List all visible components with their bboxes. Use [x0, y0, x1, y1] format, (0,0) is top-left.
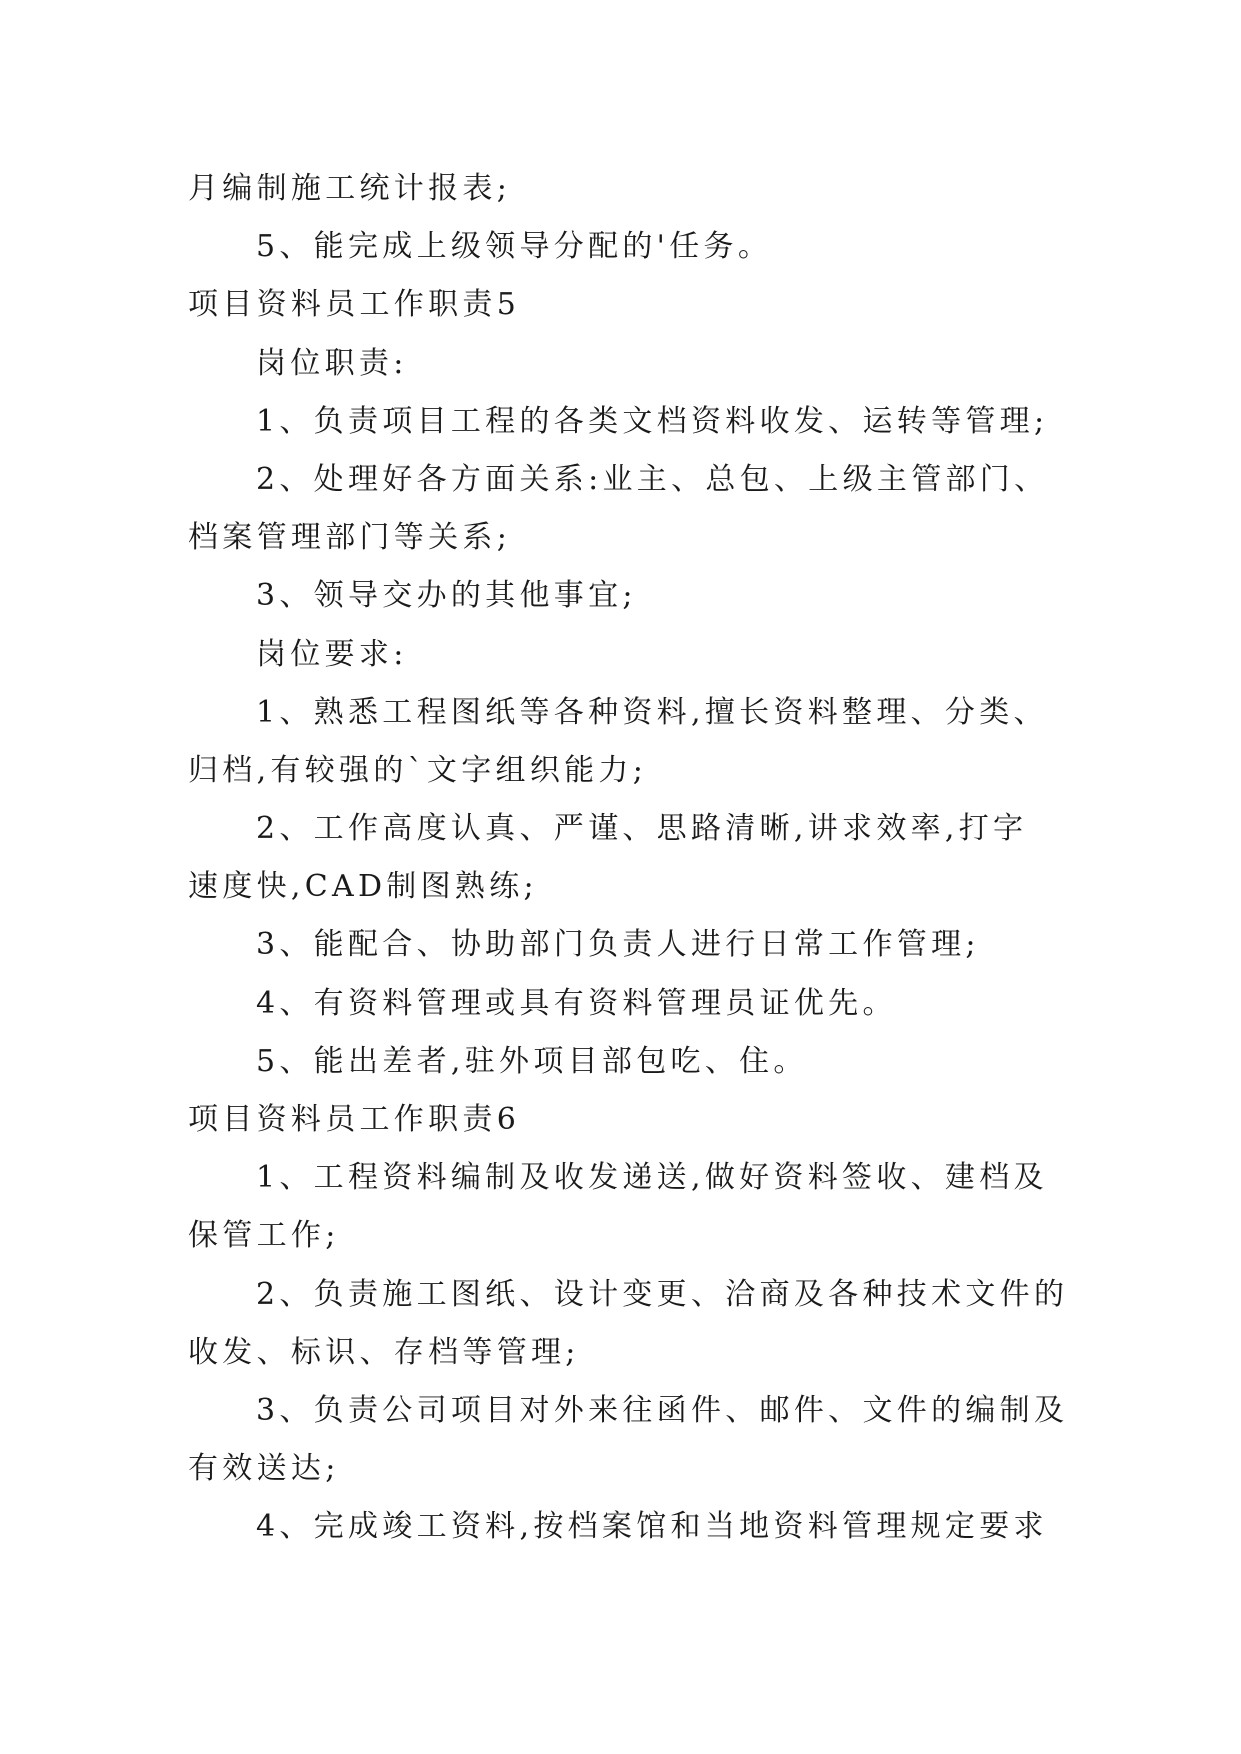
text-line: 1、负责项目工程的各类文档资料收发、运转等管理; — [256, 403, 1049, 439]
text-line: 速度快,CAD制图熟练; — [188, 869, 538, 905]
text-line: 项目资料员工作职责6 — [188, 1102, 521, 1137]
text-line: 5、能完成上级领导分配的'任务。 — [256, 229, 773, 265]
text-line: 有效送达; — [188, 1451, 340, 1487]
text-line: 5、能出差者,驻外项目部包吃、住。 — [256, 1043, 808, 1079]
text-line: 档案管理部门等关系; — [188, 520, 512, 556]
text-line: 保管工作; — [188, 1218, 340, 1254]
text-line: 收发、标识、存档等管理; — [188, 1334, 580, 1370]
text-line: 项目资料员工作职责5 — [188, 287, 521, 323]
text-line: 4、完成竣工资料,按档案馆和当地资料管理规定要求 — [256, 1509, 1048, 1545]
text-line: 月编制施工统计报表; — [188, 171, 512, 206]
text-line: 归档,有较强的`文字组织能力; — [188, 752, 648, 788]
text-line: 3、领导交办的其他事宜; — [256, 578, 637, 614]
text-line: 1、工程资料编制及收发递送,做好资料签收、建档及 — [256, 1160, 1048, 1196]
text-line: 2、处理好各方面关系:业主、总包、上级主管部门、 — [256, 461, 1049, 497]
document-body — [188, 160, 1069, 1557]
text-line: 2、工作高度认真、严谨、思路清晰,讲求效率,打字 — [256, 811, 1028, 847]
text-line: 4、有资料管理或具有资料管理员证优先。 — [256, 985, 897, 1021]
text-line: 岗位职责: — [256, 345, 408, 381]
text-line: 3、负责公司项目对外来往函件、邮件、文件的编制及 — [256, 1392, 1069, 1428]
text-line: 3、能配合、协助部门负责人进行日常工作管理; — [256, 927, 980, 963]
text-line: 岗位要求: — [256, 636, 408, 672]
text-line: 1、熟悉工程图纸等各种资料,擅长资料整理、分类、 — [256, 694, 1048, 730]
text-line: 2、负责施工图纸、设计变更、洽商及各种技术文件的 — [256, 1276, 1069, 1312]
